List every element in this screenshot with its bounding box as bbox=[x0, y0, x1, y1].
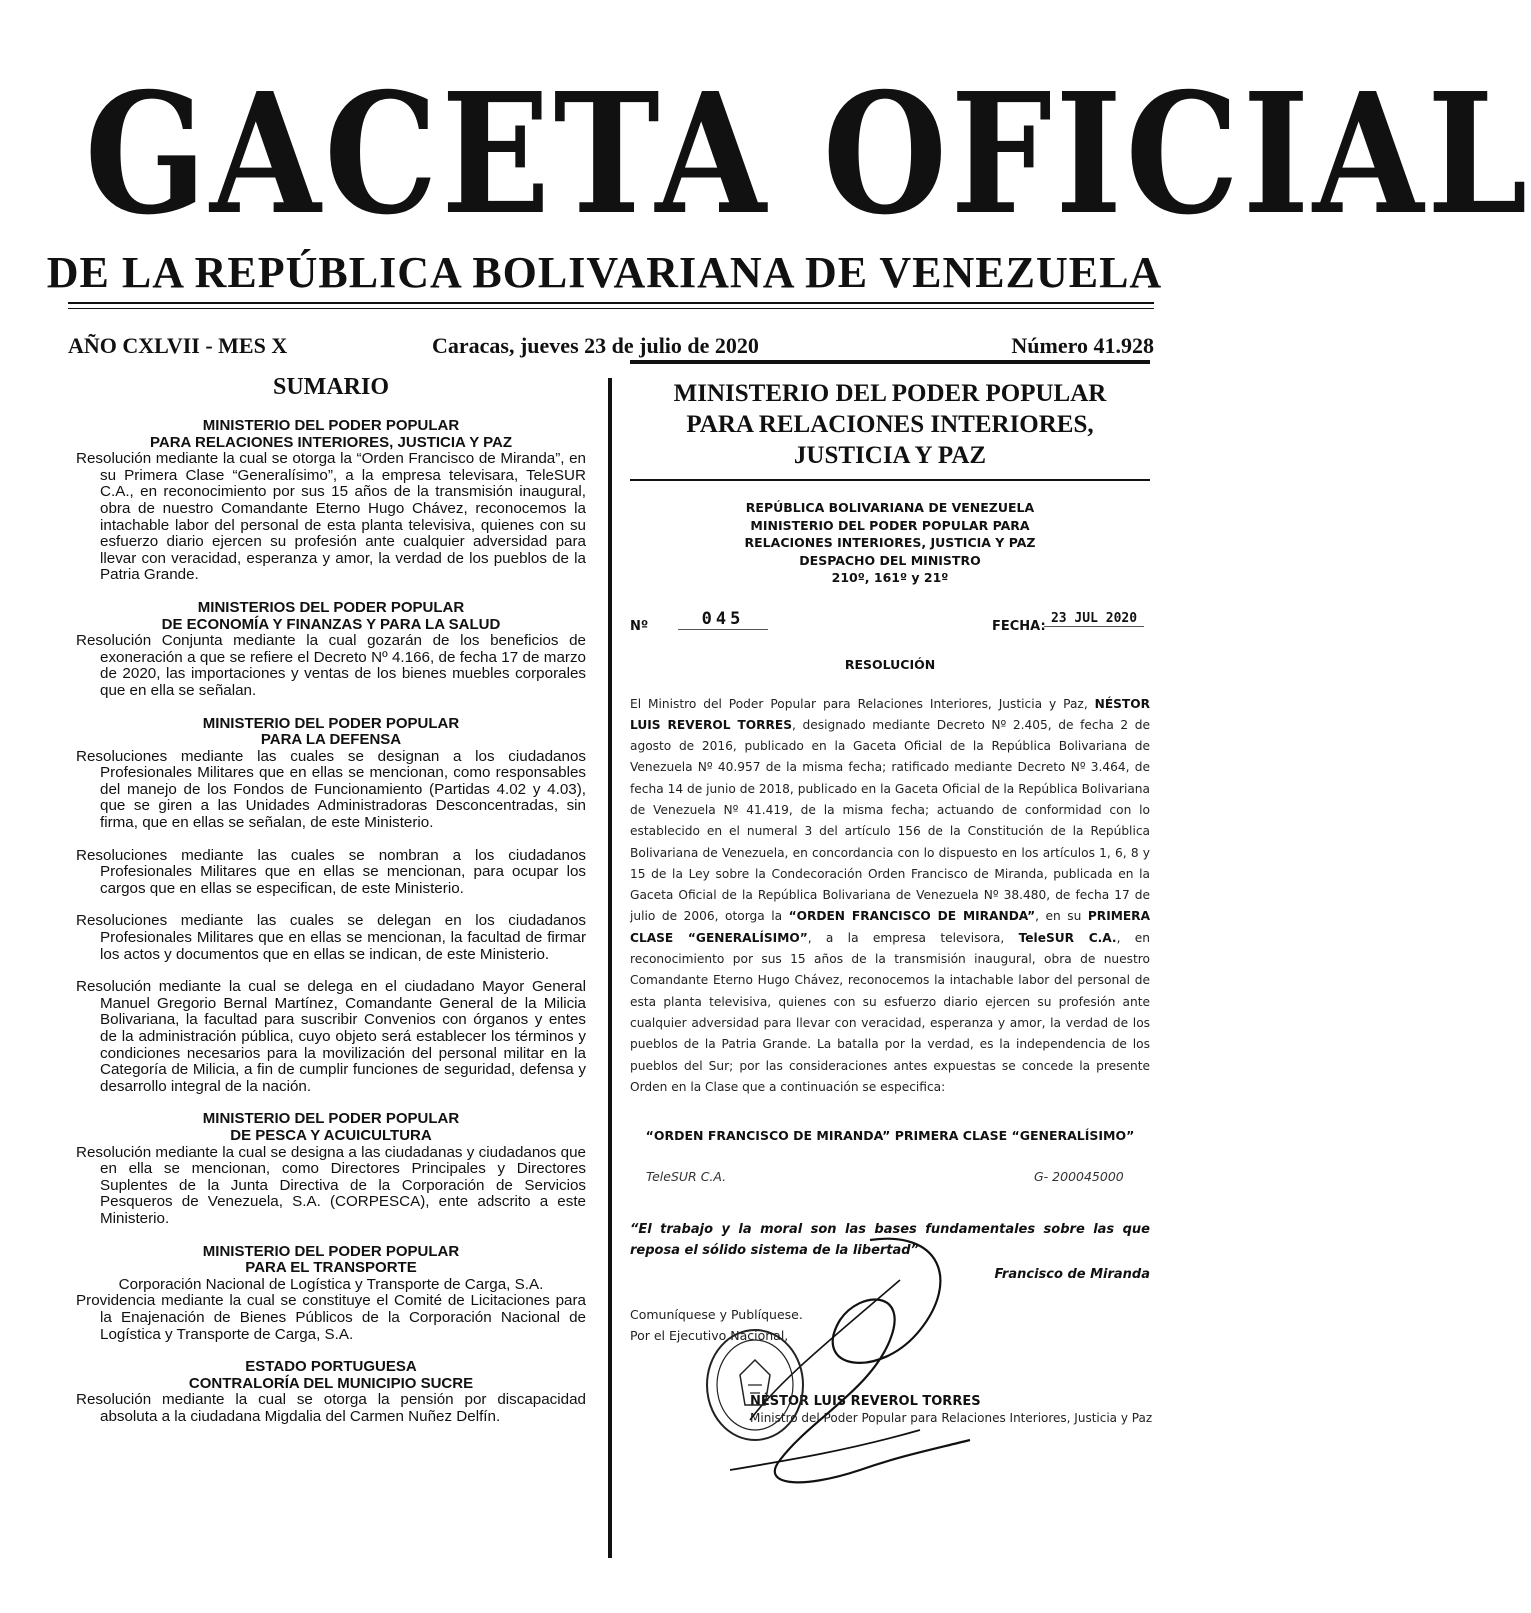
order-line: “ORDEN FRANCISCO DE MIRANDA” PRIMERA CLASE “GENERALÍSIMO” bbox=[645, 1128, 1135, 1144]
date-label: FECHA: bbox=[992, 618, 1046, 634]
resolution-column bbox=[630, 360, 1153, 1426]
section-title: MINISTERIO DEL PODER POPULAR bbox=[202, 417, 460, 434]
recipient-id: G- 200045000 bbox=[1034, 1169, 1124, 1185]
summary-title: SUMARIO bbox=[272, 374, 389, 400]
document-header-line: RELACIONES INTERIORES, JUSTICIA Y PAZ bbox=[744, 535, 1036, 550]
section-title: PARA LA DEFENSA bbox=[260, 731, 402, 749]
communique-line: Comuníquese y Publíquese. bbox=[630, 1307, 803, 1323]
recipient-row bbox=[630, 1169, 1150, 1193]
ministry-seal bbox=[700, 1325, 810, 1445]
body-text: El Ministro del Poder Popular para Relaciones Interiores, Justicia y Paz, bbox=[630, 696, 1095, 711]
summary-entry: Resoluciones mediante las cuales se designan a los ciudadanos Profesionales Militares que en ellas se mencionan, como responsables del manejo de los Fondos de Funcionamiento (Partidas 4.02 y 4.03), que se giren a las Unidades Administradoras Desconcentradas, sin firma, que en ellas se señalan, de este Ministerio. bbox=[76, 747, 586, 832]
newspaper-title: GACETA OFICIAL bbox=[84, 57, 1531, 252]
section-title: MINISTERIO DEL PODER POPULAR bbox=[202, 1242, 460, 1260]
summary-entry: Resolución mediante la cual se otorga la “Orden Francisco de Miranda”, en su Primera Clase “Generalísimo”, a la empresa televisara, TeleSUR C.A., en reconocimiento por sus 15 años de la transmisión inaugural, obra de nuestro Comandante Eterno Hugo Chávez, reconocemos la intachable labor del personal de esta planta televisiva, quienes con su esfuerzo diario ejercen su profesión ante cualquier adversidad para llevar con veracidad, esperanza y amor, la verdad de los pueblos de la Patria Grande. bbox=[76, 450, 586, 584]
signature-block bbox=[750, 1394, 1153, 1426]
miranda-quote: “El trabajo y la moral son las bases fundamentales sobre las que reposa el sólido sistema de la libertad” bbox=[630, 1222, 1150, 1259]
section-subtitle: Corporación Nacional de Logística y Transporte de Carga, S.A. bbox=[118, 1275, 544, 1293]
section-title: MINISTERIOS DEL PODER POPULAR bbox=[197, 598, 465, 616]
summary-entry: Providencia mediante la cual se constituye el Comité de Licitaciones para la Enajenación de Bienes Públicos de la Corporación Nacional de Logística y Transporte de Carga, S.A. bbox=[76, 1292, 586, 1343]
section-title: CONTRALORÍA DEL MUNICIPIO SUCRE bbox=[188, 1374, 474, 1392]
resolution-number-row bbox=[630, 609, 1150, 639]
summary-entry: Resolución mediante la cual se otorga la pensión por discapacidad absoluta a la ciudadana Migdalia del Carmen Nuñez Delfín. bbox=[76, 1391, 586, 1425]
body-text: , a la empresa televisora, bbox=[807, 930, 1019, 945]
issue-year-month: AÑO CXLVII - MES X bbox=[68, 333, 288, 358]
resolution-date: 23 JUL 2020 bbox=[1044, 611, 1144, 627]
section-title: DE ECONOMÍA Y FINANZAS Y PARA LA SALUD bbox=[161, 615, 501, 633]
masthead-rule-top bbox=[68, 302, 1154, 304]
document-header-line: REPÚBLICA BOLIVARIANA DE VENEZUELA bbox=[745, 500, 1035, 515]
section-title: MINISTERIO DEL PODER POPULAR bbox=[202, 714, 460, 732]
section-title: MINISTERIO DEL PODER POPULAR bbox=[202, 1110, 460, 1128]
ministry-heading-line: JUSTICIA Y PAZ bbox=[793, 442, 987, 469]
communique-line: Por el Ejecutivo Nacional, bbox=[630, 1328, 789, 1344]
ministry-heading-line: MINISTERIO DEL PODER POPULAR bbox=[673, 380, 1107, 407]
minister-name: NÉSTOR LUIS REVEROL TORRES bbox=[630, 696, 1150, 732]
body-text: , en su bbox=[1035, 909, 1088, 924]
issue-number: Número 41.928 bbox=[1011, 333, 1154, 358]
summary-entry: Resoluciones mediante las cuales se delegan en los ciudadanos Profesionales Militares que en ellas se mencionan, la facultad de firmar los actos y documentos que en ellas se indican, de este Ministerio. bbox=[76, 912, 586, 963]
company-name: TeleSUR C.A. bbox=[1018, 930, 1117, 945]
document-header-line: MINISTERIO DEL PODER POPULAR PARA bbox=[750, 517, 1030, 533]
body-text: , designado mediante Decreto Nº 2.405, de fecha 2 de agosto de 2016, publicado en la Gaceta Oficial de la República Bolivariana de Venezuela Nº 40.957 de la misma fecha; ratificado mediante Decreto Nº 3.464, de fecha 14 de junio de 2018, publicado en la Gaceta Oficial de la República Bolivariana de Venezuela Nº 41.419, de la misma fecha; actuando de conformidad con lo establecido en el numeral 3 del artículo 156 de la Constitución de la República Bolivariana de Venezuela, en concordancia con lo dispuesto en los artículos 1, 6, 8 y 15 de la Ley sobre la Condecoración Orden Francisco de Miranda, publicada en la Gaceta Oficial de la República Bolivariana de Venezuela Nº 38.480, de fecha 17 de julio de 2006, otorga la bbox=[630, 717, 1150, 924]
section-title: PARA EL TRANSPORTE bbox=[245, 1259, 417, 1277]
summary-column bbox=[76, 372, 586, 1425]
document-header-line: DESPACHO DEL MINISTRO bbox=[799, 552, 981, 568]
ministry-heading bbox=[630, 378, 1150, 471]
document-header bbox=[630, 499, 1150, 587]
signatory-role: Ministro del Poder Popular para Relaciones Interiores, Justicia y Paz bbox=[750, 1411, 1153, 1426]
document-header-line: 210º, 161º y 21º bbox=[831, 570, 949, 585]
summary-entry: Resolución mediante la cual se designa a las ciudadanas y ciudadanos que en ella se mencionan, como Directores Principales y Directores Suplentes de la Junta Directiva de la Corporación de Servicios Pesqueros de Venezuela, S.A. (CORPESCA), ente adscrito a este Ministerio. bbox=[76, 1143, 586, 1227]
number-label: Nº bbox=[630, 618, 649, 634]
order-class: PRIMERA CLASE “GENERALÍSIMO” bbox=[630, 909, 1150, 945]
column-divider bbox=[608, 378, 612, 1558]
resolution-title: RESOLUCIÓN bbox=[844, 656, 936, 672]
body-text: , en reconocimiento por sus 15 años de la transmisión inaugural, obra de nuestro Comandante Eterno Hugo Chávez, reconocemos la intachable labor del personal de esta planta televisiva, quienes con su esfuerzo diario ejercen su profesión ante cualquier adversidad para llevar con veracidad, esperanza y amor, la verdad de los pueblos de la Patria Grande. La batalla por la verdad, es la independencia de los pueblos del Sur; por las consideraciones antes expuestas se concede la presente Orden en la Clase que a continuación se especifica: bbox=[630, 930, 1150, 1094]
summary-entry: Resolución mediante la cual se delega en el ciudadano Mayor General Manuel Gregorio Bernal Martínez, Comandante General de la Milicia Bolivariana, la facultad para suscribir Convenios con órganos y entes de la administración pública, cuyo objeto será establecer los términos y condiciones necesarios para la movilización del personal militar en la Categoría de Milicia, a fin de cumplir funciones de seguridad, defensa y desarrollo integral de la nación. bbox=[76, 978, 586, 1095]
ministry-heading-line: PARA RELACIONES INTERIORES, bbox=[686, 411, 1094, 438]
summary-entry: Resolución Conjunta mediante la cual gozarán de los beneficios de exoneración a que se refiere el Decreto Nº 4.166, de fecha 17 de marzo de 2020, las importaciones y ventas de los bienes muebles corporales que en ella se señalan. bbox=[76, 632, 586, 699]
resolution-number: 045 bbox=[678, 609, 768, 630]
issue-date: Caracas, jueves 23 de julio de 2020 bbox=[432, 333, 759, 358]
summary-entry: Resoluciones mediante las cuales se nombran a los ciudadanos Profesionales Militares que en ellas se mencionan, para ocupar los cargos que en ellas se especifican, de este Ministerio. bbox=[76, 846, 586, 897]
quote-author: Francisco de Miranda bbox=[994, 1267, 1150, 1283]
signatory-name: NÉSTOR LUIS REVEROL TORRES bbox=[750, 1394, 981, 1410]
recipient-name: TeleSUR C.A. bbox=[646, 1169, 727, 1185]
order-name: “ORDEN FRANCISCO DE MIRANDA” bbox=[788, 909, 1036, 924]
masthead-rule-bottom bbox=[68, 308, 1154, 309]
newspaper-subtitle: DE LA REPÚBLICA BOLIVARIANA DE VENEZUELA bbox=[46, 248, 1163, 297]
masthead bbox=[0, 57, 1531, 252]
section-title: PARA RELACIONES INTERIORES, JUSTICIA Y PAZ bbox=[150, 433, 512, 451]
resolution-document bbox=[630, 499, 1153, 1426]
section-title: ESTADO PORTUGUESA bbox=[245, 1358, 417, 1376]
section-title: DE PESCA Y ACUICULTURA bbox=[230, 1126, 432, 1144]
ministry-heading-rule bbox=[630, 479, 1150, 481]
resolution-body bbox=[630, 694, 1150, 1099]
right-top-rule bbox=[630, 360, 1150, 364]
